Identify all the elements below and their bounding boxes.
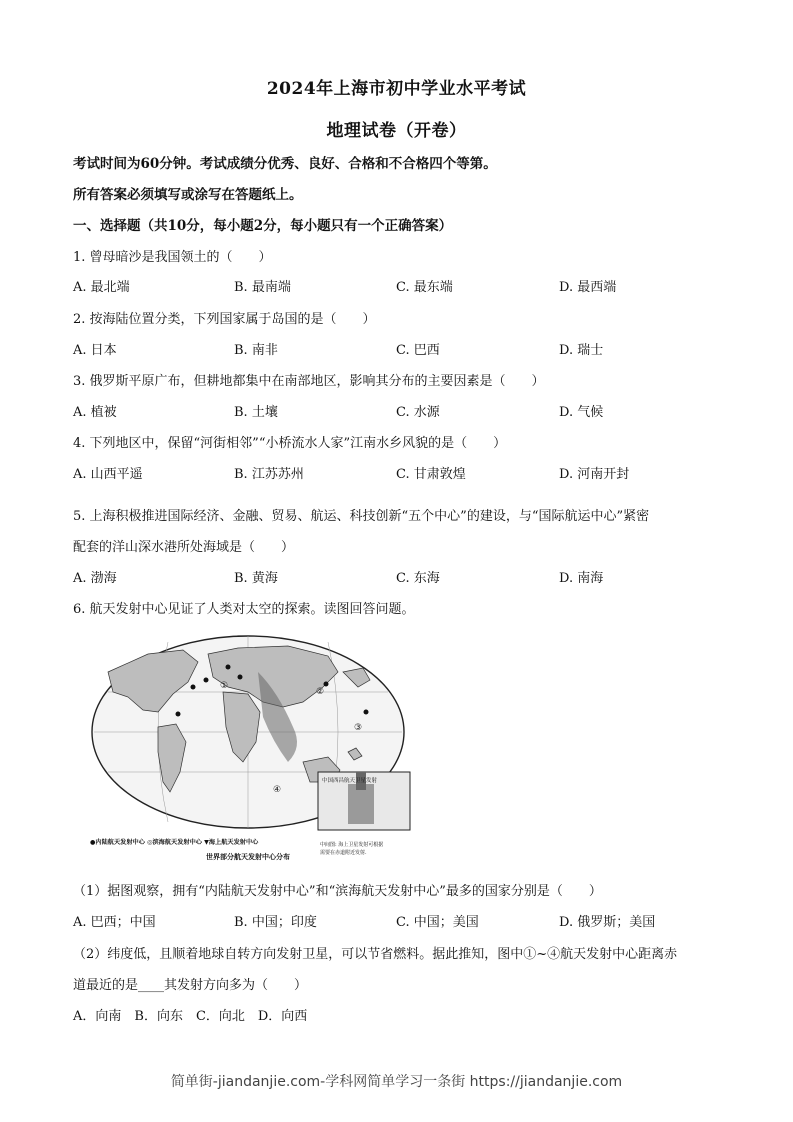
option-a[interactable]: A. 渤海 [73,571,117,586]
page-footer: 简单街-jiandanjie.com-学科网简单学习一条街 https://jiandanjie.com [170,1074,623,1090]
option-row [73,401,733,419]
option-row [73,567,733,585]
option-row-inline[interactable]: A．向南 B．向东 C．向北 D．向西 [73,1009,308,1024]
option-row [73,339,733,357]
map-caption: 世界部分航天发射中心分布 [206,853,290,861]
world-map-graphic [88,632,413,864]
option-d[interactable]: D. 气候 [559,405,604,420]
subquestion-stem: （1）据图观察，拥有“内陆航天发射中心”和“滨海航天发射中心”最多的国家分别是（ ） [73,884,602,899]
option-b[interactable]: B. 最南端 [234,280,291,295]
subquestion-stem-cont: 道最近的是____其发射方向多为（ ） [73,978,308,993]
launch-center-map-figure [88,632,413,864]
option-a[interactable]: A. 山西平遥 [73,467,143,482]
marker-2: ② [316,687,325,697]
question-stem: 3. 俄罗斯平原广布，但耕地都集中在南部地区，影响其分布的主要因素是（ ） [73,374,545,389]
question-stem: 6. 航天发射中心见证了人类对太空的探索。读图回答问题。 [73,602,415,617]
option-b[interactable]: B. 黄海 [234,571,278,586]
subquestion-stem: （2）纬度低，且顺着地球自转方向发射卫星，可以节省燃料。据此推知，图中①~④航天发射中心距离赤 [73,947,678,962]
question-stem: 2. 按海陆位置分类，下列国家属于岛国的是（ ） [73,312,376,327]
option-d[interactable]: D. 南海 [559,571,604,586]
option-d[interactable]: D. 瑞士 [559,343,604,358]
option-b[interactable]: B. 土壤 [234,405,278,420]
option-b[interactable]: B. 江苏苏州 [234,467,304,482]
inset-note-line: 需要在赤道附近发射. [320,850,367,856]
section-heading: 一、选择题（共10分，每小题2分，每小题只有一个正确答案） [73,218,453,234]
option-row [73,463,733,481]
option-a[interactable]: A. 巴西；中国 [73,915,156,930]
option-a[interactable]: A. 最北端 [73,280,130,295]
question-stem: 5. 上海积极推进国际经济、金融、贸易、航运、科技创新“五个中心”的建设，与“国际航运中心”紧密 [73,509,650,524]
option-d[interactable]: D. 河南开封 [559,467,630,482]
marker-1: ① [220,681,229,691]
question-stem-cont: 配套的洋山深水港所处海域是（ ） [73,540,295,555]
option-c[interactable]: C. 甘肃敦煌 [396,467,466,482]
page-title: 2024年上海市初中学业水平考试 [266,79,527,99]
inset-title: 中国西昌航天卫星发射 [322,778,378,784]
option-b[interactable]: B. 中国；印度 [234,915,317,930]
option-c[interactable]: C. 东海 [396,571,440,586]
inset-note-line: 中间图: 海上卫星发射可根据 [320,842,384,848]
instruction-line: 所有答案必须填写或涂写在答题纸上。 [73,187,303,203]
option-c[interactable]: C. 最东端 [396,280,453,295]
option-c[interactable]: C. 中国；美国 [396,915,479,930]
marker-3: ③ [354,723,363,733]
option-row [73,276,733,294]
instruction-line: 考试时间为60分钟。考试成绩分优秀、良好、合格和不合格四个等第。 [73,156,497,172]
option-c[interactable]: C. 巴西 [396,343,440,358]
page-subtitle: 地理试卷（开卷） [326,121,467,141]
option-d[interactable]: D. 最西端 [559,280,617,295]
option-row [73,911,733,929]
option-c[interactable]: C. 水源 [396,405,440,420]
option-a[interactable]: A. 日本 [73,343,117,358]
option-d[interactable]: D. 俄罗斯；美国 [559,915,656,930]
question-stem: 4. 下列地区中，保留“河街相邻”“小桥流水人家”江南水乡风貌的是（ ） [73,436,507,451]
option-b[interactable]: B. 南非 [234,343,278,358]
map-legend: ●内陆航天发射中心 ◎滨海航天发射中心 ▼海上航天发射中心 [90,839,259,846]
marker-4: ④ [273,785,282,795]
question-stem: 1. 曾母暗沙是我国领土的（ ） [73,250,272,265]
option-a[interactable]: A. 植被 [73,405,117,420]
